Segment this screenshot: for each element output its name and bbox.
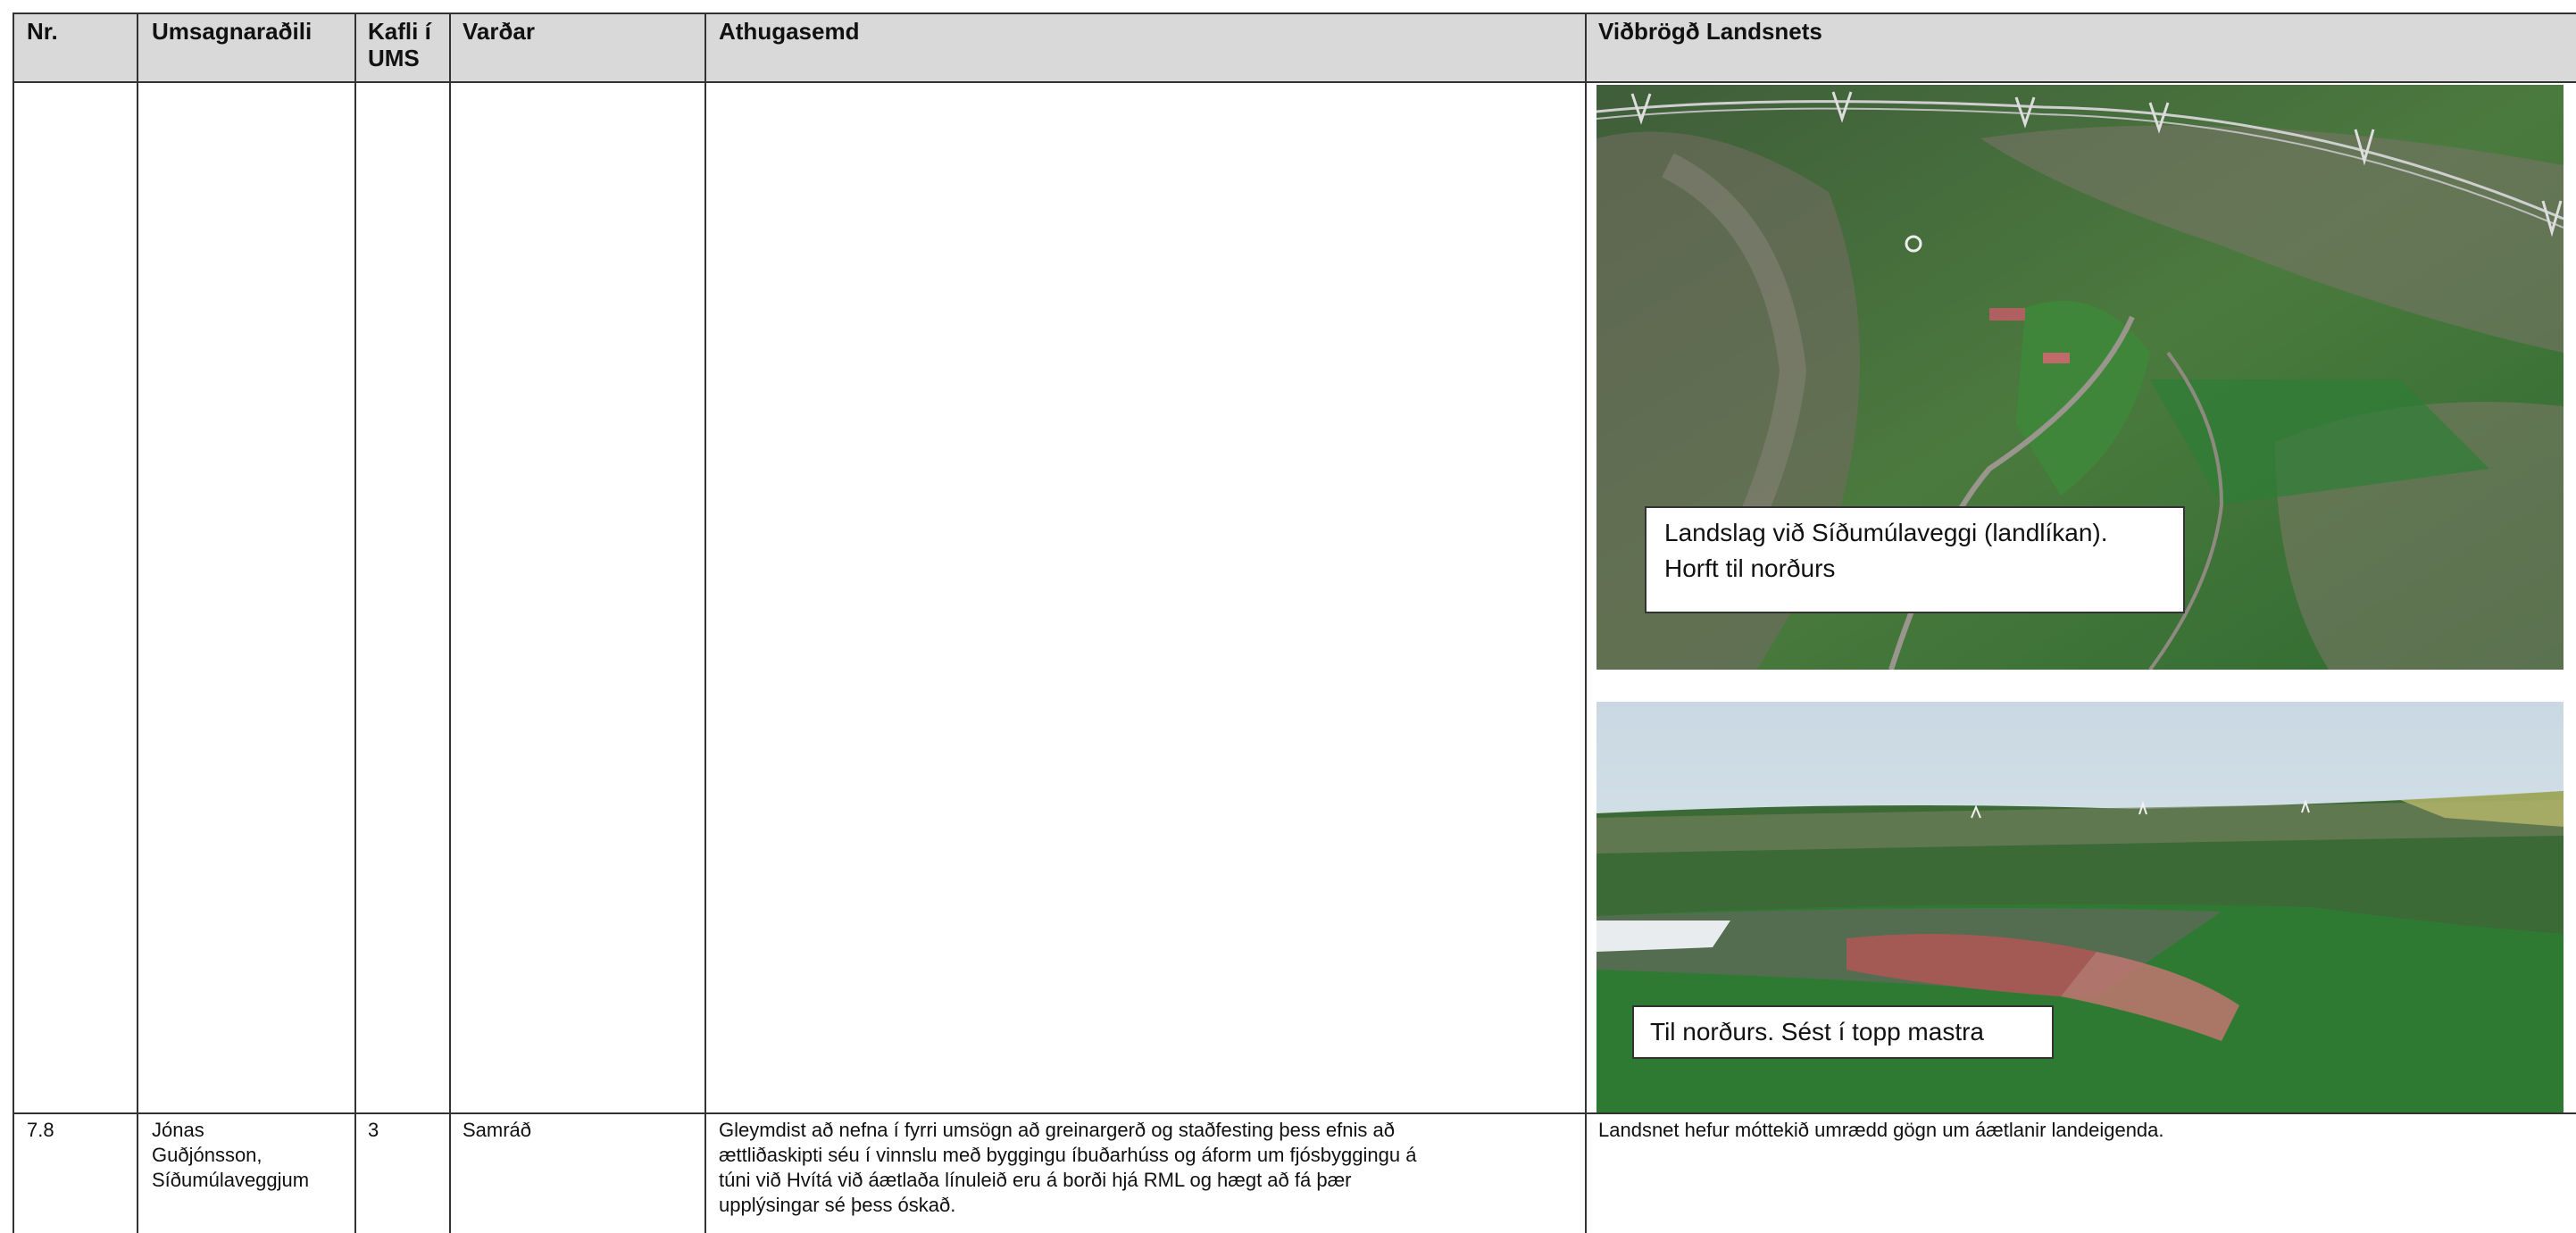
header-vidbrogd: Viðbrögð Landsnets	[1598, 18, 1822, 45]
athugasemd-line: túni við Hvítá við áætlaða línuleið eru á borði hjá RML og hægt að fá þær	[719, 1169, 1352, 1191]
athugasemd-line: upplýsingar sé þess óskað.	[719, 1194, 956, 1216]
landscape-model-image	[1596, 85, 2563, 670]
cell-kafli: 3	[368, 1119, 379, 1141]
row-separator	[13, 1112, 2576, 1114]
caption-line: Horft til norðurs	[1664, 554, 1836, 582]
umsagnaradili-line: Síðumúlaveggjum	[152, 1169, 310, 1191]
cell-nr: 7.8	[27, 1119, 54, 1141]
header-athugasemd: Athugasemd	[719, 18, 860, 45]
grid-line	[137, 12, 138, 1233]
header-vardar: Varðar	[463, 18, 535, 45]
view-north-image	[1596, 702, 2563, 1112]
umsagnaradili-line: Guðjónsson,	[152, 1144, 263, 1166]
image-caption-view-north	[1632, 1005, 2054, 1059]
cell-umsagnaradili	[152, 1118, 309, 1193]
grid-line	[1585, 12, 1587, 1233]
athugasemd-line: Gleymdist að nefna í fyrri umsögn að greinargerð og staðfesting þess efnis að	[719, 1119, 1395, 1141]
grid-line	[354, 12, 356, 1233]
grid-line	[13, 12, 14, 1233]
athugasemd-line: ættliðaskipti séu í vinnslu með byggingu íbuðarhúss og áform um fjósbyggingu á	[719, 1144, 1417, 1166]
grid-line	[704, 12, 706, 1233]
grid-line	[449, 12, 451, 1233]
cell-vidbrogd: Landsnet hefur móttekið umrædd gögn um áætlanir landeigenda.	[1598, 1119, 2164, 1141]
caption-line: Landslag við Síðumúlaveggi (landlíkan).	[1664, 519, 2108, 546]
caption-line: Til norðurs. Sést í topp mastra	[1650, 1018, 1984, 1046]
header-umsagnaradili: Umsagnaraðili	[152, 18, 313, 45]
header-kafli: Kafli í UMS	[368, 18, 431, 71]
cell-athugasemd	[719, 1118, 1585, 1218]
image-caption-landscape	[1645, 506, 2185, 613]
header-nr: Nr.	[27, 18, 58, 45]
umsagnaradili-line: Jónas	[152, 1119, 204, 1141]
cell-vardar: Samráð	[463, 1119, 532, 1141]
